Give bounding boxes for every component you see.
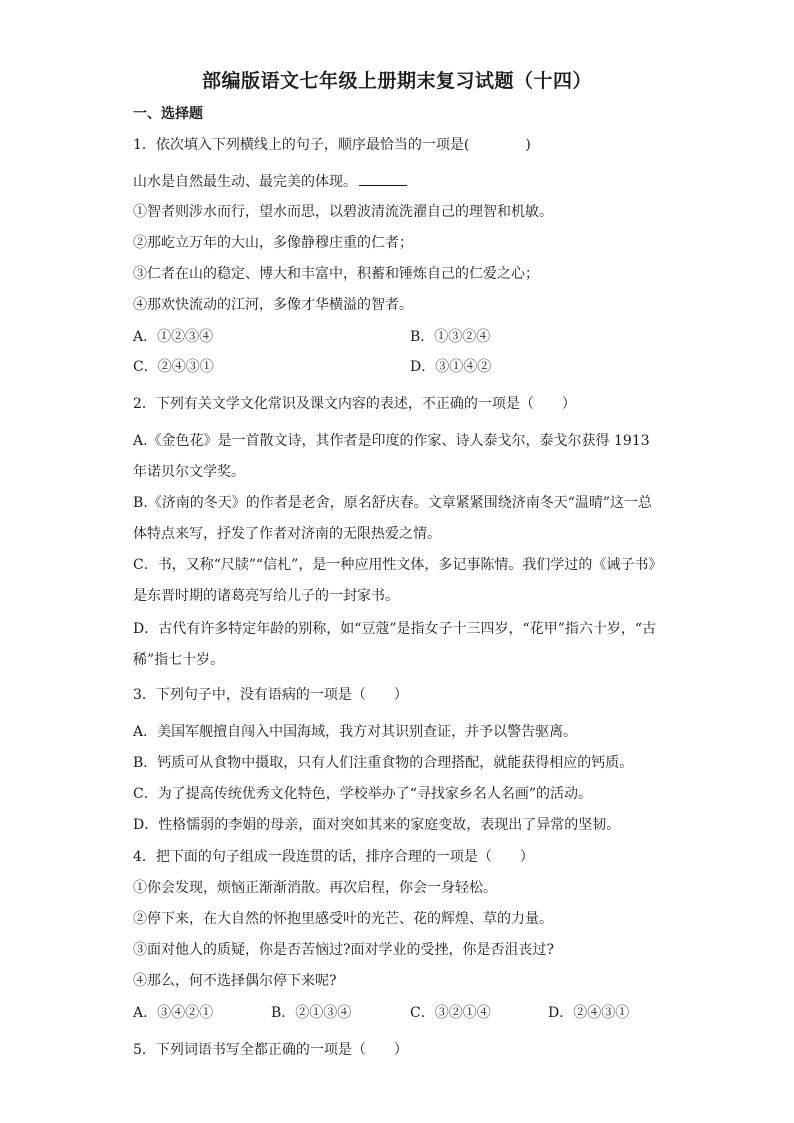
question-3-option-a[interactable]: A．美国军舰擅自闯入中国海域，我方对其识别查证，并予以警告驱离。 [133, 724, 578, 740]
question-2-line: 稀”指七十岁。 [133, 652, 225, 668]
question-5-stem: 5．下列词语书写全都正确的一项是（ ） [133, 1042, 408, 1058]
fill-blank [359, 173, 407, 186]
question-1-option-b[interactable]: B．①③②④ [410, 329, 491, 345]
question-2-line: C．书，又称“尺牍”“信札”，是一种应用性文体，多记事陈情。我们学过的《诫子书》 [133, 557, 663, 573]
question-3-option-c[interactable]: C．为了提高传统优秀文化特色，学校举办了“寻找家乡名人名画”的活动。 [133, 786, 593, 802]
question-4-item: ②停下来，在大自然的怀抱里感受叶的光芒、花的辉煌、草的力量。 [133, 911, 553, 927]
question-1-stem: 1．依次填入下列横线上的句子，顺序最恰当的一项是( ) [133, 137, 531, 153]
question-4-item: ①你会发现，烦恼正渐渐消散。再次启程，你会一身轻松。 [133, 880, 497, 896]
page-title: 部编版语文七年级上册期末复习试题（十四） [201, 70, 592, 92]
question-2-line: 是东晋时期的诸葛亮写给儿子的一封家书。 [133, 588, 399, 604]
question-4-stem: 4．把下面的句子组成一段连贯的话，排序合理的一项是（ ） [133, 849, 534, 865]
question-2-line: D．古代有许多特定年龄的别称，如“豆蔻”是指女子十三四岁，“花甲”指六十岁，“古 [133, 621, 657, 637]
question-1-item: ②那屹立万年的大山，多像静穆庄重的仁者； [133, 235, 413, 251]
question-1-lead: 山水是自然最生动、最完美的体现。 [133, 173, 407, 191]
question-4-option-b[interactable]: B．②①③④ [271, 1005, 352, 1021]
question-2-line: 年诺贝尔文学奖。 [133, 464, 245, 480]
question-4-option-d[interactable]: D．②④③① [548, 1005, 630, 1021]
question-1-option-c[interactable]: C．②④③① [133, 359, 214, 375]
question-4-item: ③面对他人的质疑，你是否苦恼过?面对学业的受挫，你是否沮丧过? [133, 942, 555, 958]
question-3-option-d[interactable]: D．性格懦弱的李娟的母亲，面对突如其来的家庭变故，表现出了异常的坚韧。 [133, 817, 621, 833]
question-3-stem: 3．下列句子中，没有语病的一项是（ ） [133, 687, 408, 703]
question-3-option-b[interactable]: B．钙质可从食物中摄取，只有人们注重食物的合理搭配，就能获得相应的钙质。 [133, 755, 634, 771]
question-4-option-a[interactable]: A．③④②① [133, 1005, 214, 1021]
question-2-stem: 2．下列有关文学文化常识及课文内容的表述，不正确的一项是（ ） [133, 396, 576, 412]
question-4-option-c[interactable]: C．③②①④ [410, 1005, 491, 1021]
question-2-line: B.《济南的冬天》的作者是老舍，原名舒庆春。文章紧紧围绕济南冬天“温晴”这一总 [133, 495, 653, 511]
question-2-line: A.《金色花》是一首散文诗，其作者是印度的作家、诗人泰戈尔，泰戈尔获得 1913 [133, 433, 650, 449]
question-1-option-a[interactable]: A．①②③④ [133, 329, 214, 345]
question-1-item: ④那欢快流动的江河，多像才华横溢的智者。 [133, 297, 413, 313]
question-1-item: ③仁者在山的稳定、博大和丰富中，积蓄和锤炼自己的仁爱之心； [133, 266, 539, 282]
section-heading: 一、选择题 [133, 106, 203, 122]
question-4-item: ④那么，何不选择偶尔停下来呢? [133, 973, 337, 989]
question-2-line: 体特点来写，抒发了作者对济南的无限热爱之情。 [133, 526, 441, 542]
question-1-item: ①智者则涉水而行，望水而思，以碧波清流洗濯自己的理智和机敏。 [133, 204, 553, 220]
question-1-option-d[interactable]: D．③①④② [410, 359, 492, 375]
